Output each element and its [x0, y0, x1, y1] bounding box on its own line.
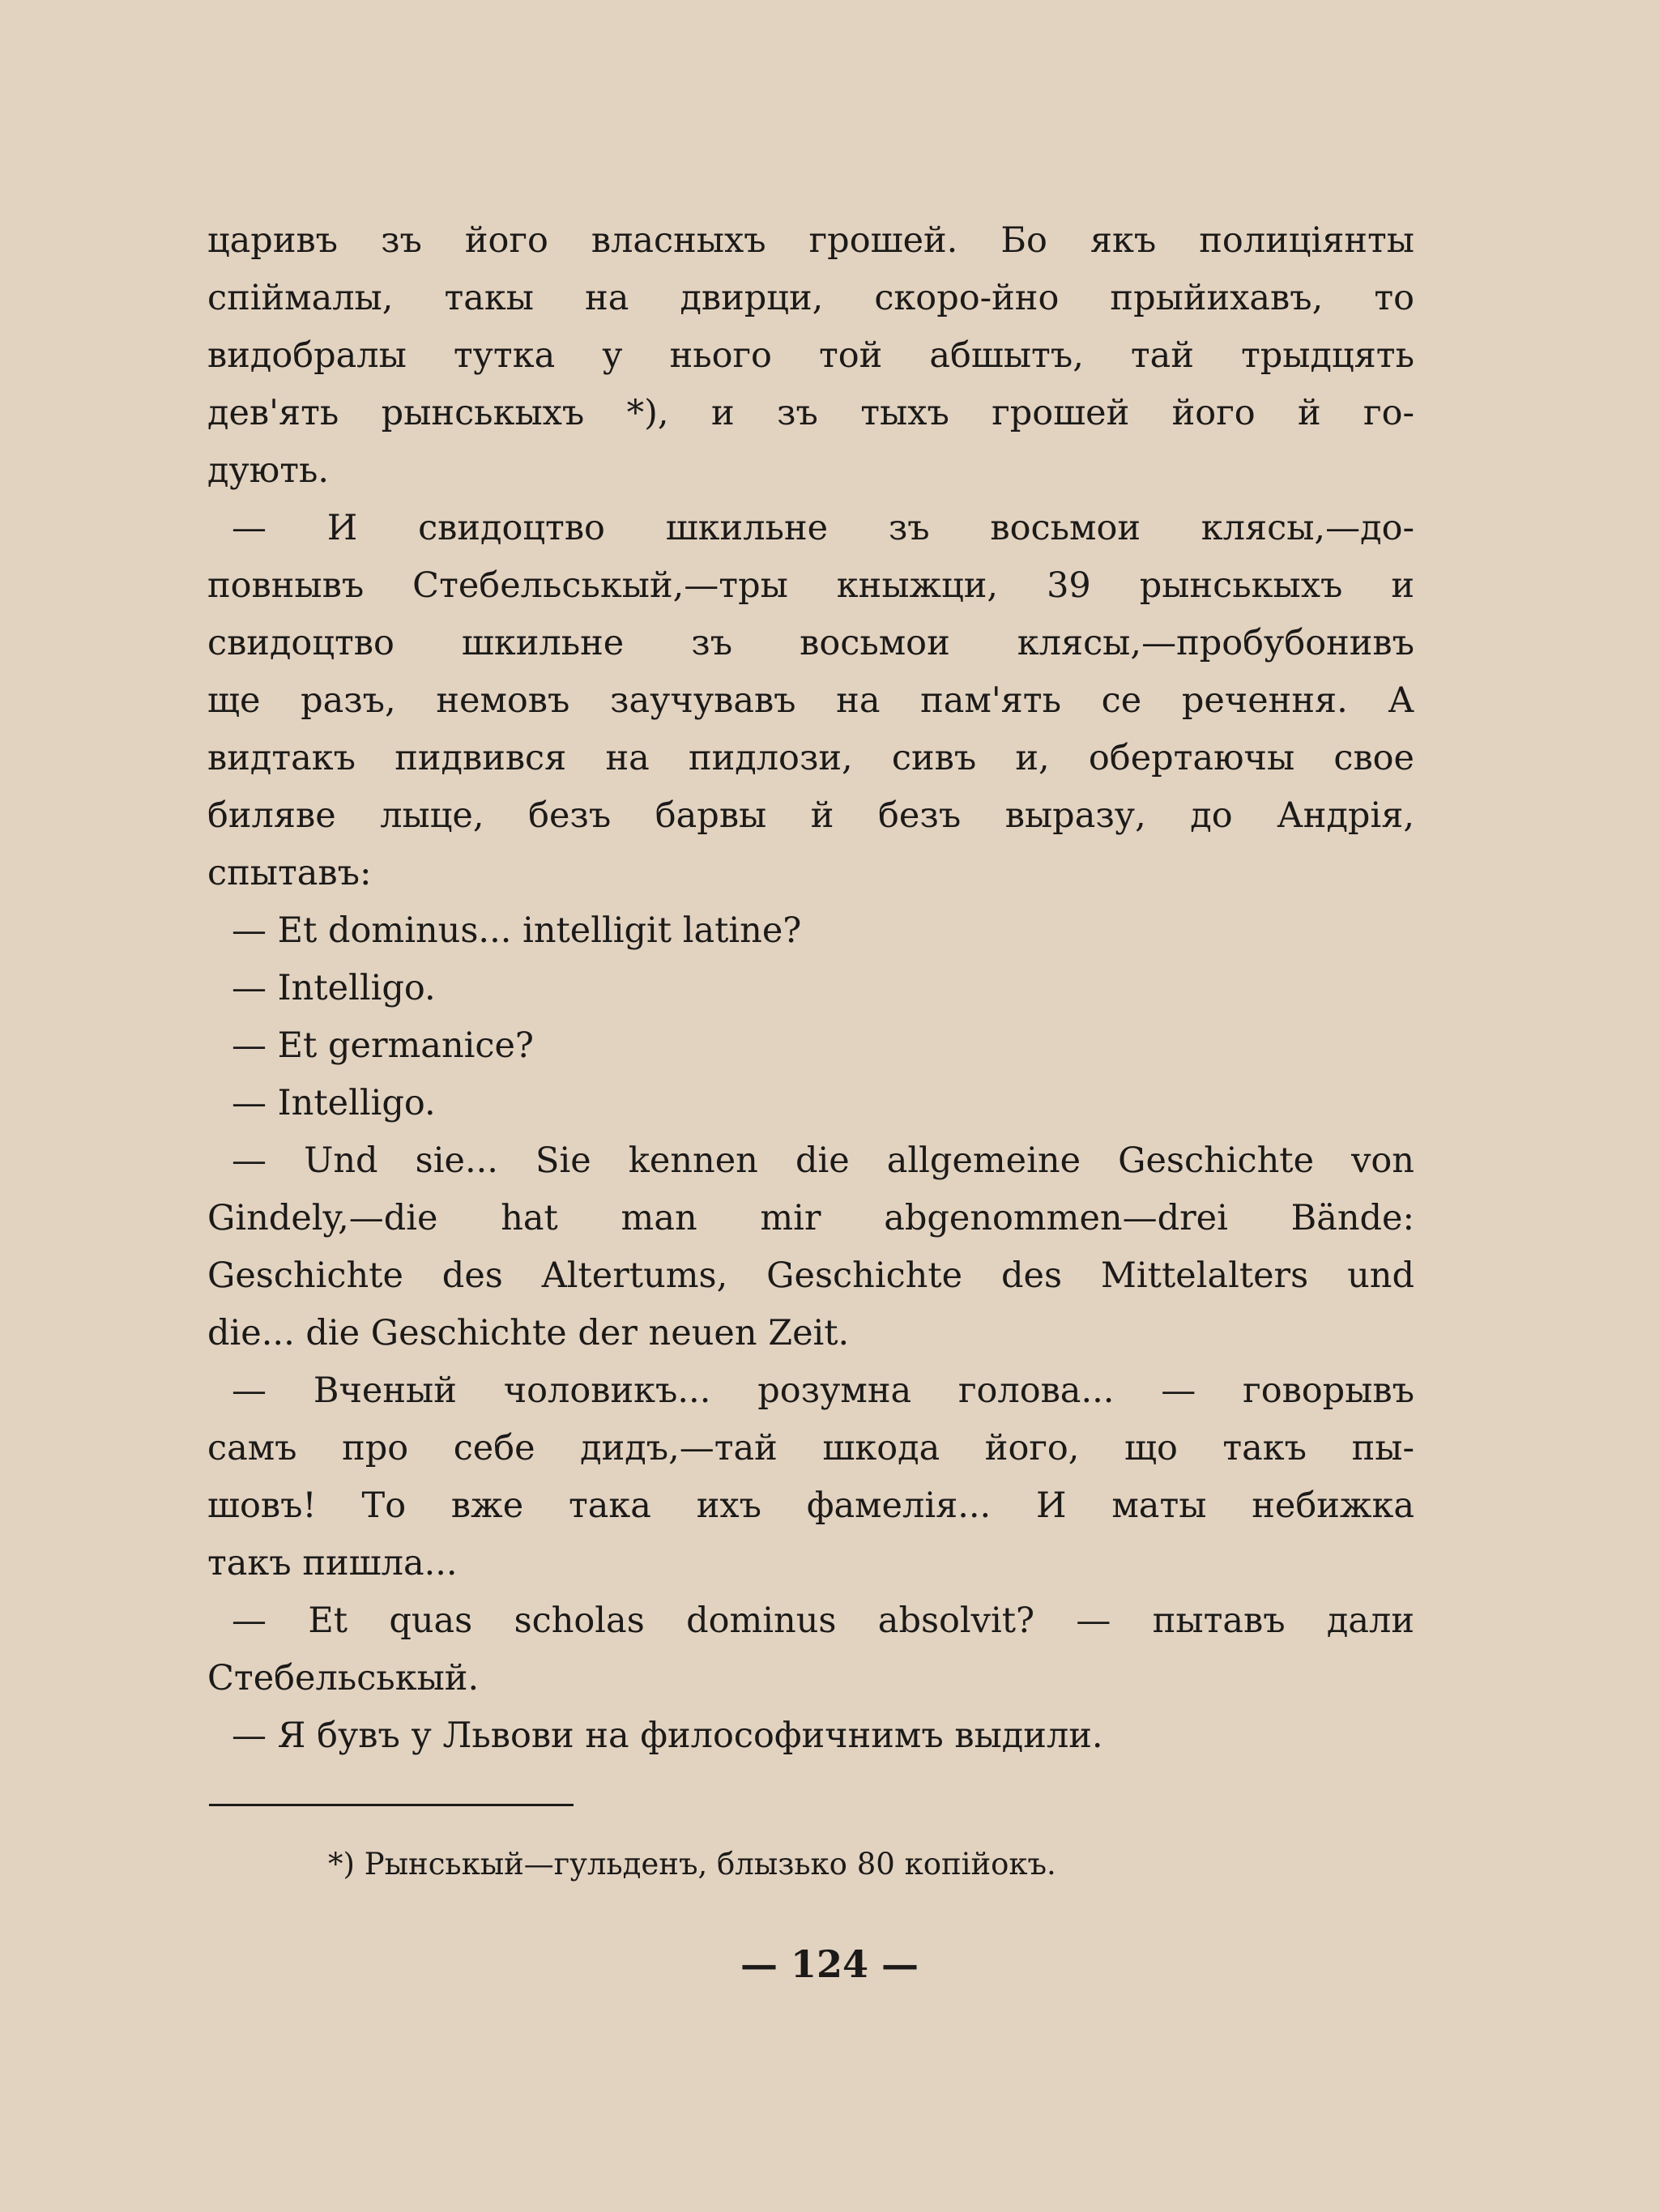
text-line: дують.	[207, 450, 330, 491]
text-line: шовъ! То вже така ихъ фамелiя... И маты небижка	[207, 1485, 1414, 1526]
text-line: самъ про себе дидъ,—тай шкода його, що такъ пы-	[207, 1428, 1414, 1468]
page-number: — 124 —	[740, 1942, 919, 1986]
text-line: — Intelligo.	[232, 1083, 436, 1123]
text-line: свидоцтво шкильне зъ восьмои клясы,—пробубонивъ	[207, 623, 1414, 663]
text-line: ще разъ, немовъ заучувавъ на пам'ять се речення. А	[207, 680, 1414, 721]
text-line: повнывъ Стебельськый,—тры кныжци, 39 рынськыхъ и	[207, 565, 1414, 606]
text-line: спiймалы, такы на двирци, скоро-йно прыйихавъ, то	[207, 278, 1414, 318]
text-line: — И свидоцтво шкильне зъ восьмои клясы,—до-	[232, 508, 1414, 548]
text-line: — Et germanice?	[232, 1025, 534, 1066]
text-line: Gindely,—die hat man mir abgenommen—drei Bände:	[207, 1198, 1414, 1238]
text-line: — Und sie... Sie kennen die allgemeine Geschichte von	[232, 1140, 1414, 1181]
text-line: — Et dominus... intelligit latine?	[232, 910, 802, 951]
footnote: *) Рынськый—гульденъ, блызько 80 копiйокъ.	[328, 1847, 1056, 1882]
text-line: — Я бувъ у Львови на философичнимъ выдили.	[232, 1715, 1103, 1756]
text-line: билявe лыце, безъ барвы й безъ выразу, до Андрiя,	[207, 795, 1414, 836]
text-line: такъ пишла...	[207, 1543, 458, 1583]
text-line: — Et quas scholas dominus absolvit? — пытавъ дали	[232, 1600, 1414, 1641]
text-line: видобралы тутка у нього той абшытъ, тай трыдцять	[207, 335, 1414, 376]
text-line: Стебельськый.	[207, 1658, 480, 1698]
text-line: Geschichte des Altertums, Geschichte des Mittelalters und	[207, 1255, 1414, 1296]
text-line: видтакъ пидвився на пидлози, сивъ и, обертаючы свое	[207, 738, 1414, 778]
text-line: дев'ять рынськыхъ *), и зъ тыхъ грошей його й го-	[207, 393, 1414, 433]
footnote-divider	[209, 1804, 574, 1806]
text-line: die... die Geschichte der neuen Zeit.	[207, 1313, 850, 1353]
page-body-text	[207, 212, 1414, 1765]
text-line: царивъ зъ його власныхъ грошей. Бо якъ полицiянты	[207, 220, 1414, 261]
text-line: — Вченый чоловикъ... розумна голова... — говорывъ	[232, 1370, 1414, 1411]
text-line: — Intelligo.	[232, 968, 436, 1008]
text-line: спытавъ:	[207, 853, 372, 893]
